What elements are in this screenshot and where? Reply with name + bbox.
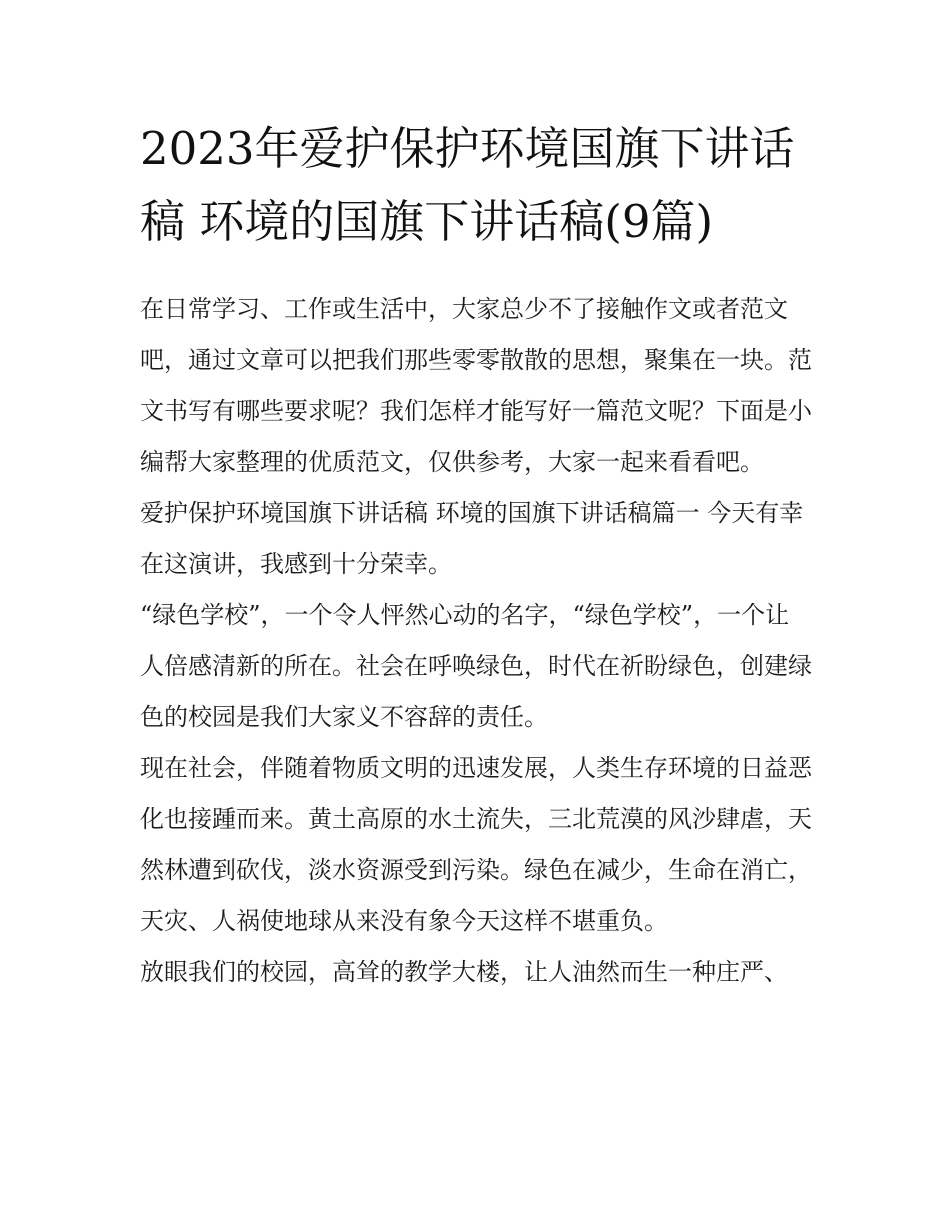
body-paragraph: 放眼我们的校园，高耸的教学大楼，让人油然而生一种庄严、 [140,958,788,986]
document-page [140,112,812,998]
document-title: 2023年爱护保护环境国旗下讲话稿 环境的国旗下讲话稿(9篇) [140,122,795,248]
body-paragraph: 在日常学习、工作或生活中，大家总少不了接触作文或者范文吧，通过文章可以把我们那些零零散散的思想，聚集在一块。范文书写有哪些要求呢？我们怎样才能写好一篇范文呢？下面是小编帮大家整理的优质范文，仅供参考，大家一起来看看吧。 [140,295,812,476]
body-paragraph: 现在社会，伴随着物质文明的迅速发展，人类生存环境的日益恶化也接踵而来。黄土高原的水土流失，三北荒漠的风沙肆虐，天然林遭到砍伐，淡水资源受到污染。绿色在减少，生命在消亡，天灾、人祸使地球从来没有象今天这样不堪重负。 [140,754,812,935]
body-paragraph: 爱护保护环境国旗下讲话稿 环境的国旗下讲话稿篇一 今天有幸在这演讲，我感到十分荣幸。 [140,499,804,578]
document-body [140,284,812,998]
body-paragraph: “绿色学校”，一个令人怦然心动的名字，“绿色学校”，一个让人倍感清新的所在。社会在呼唤绿色，时代在祈盼绿色，创建绿色的校园是我们大家义不容辞的责任。 [140,601,812,731]
